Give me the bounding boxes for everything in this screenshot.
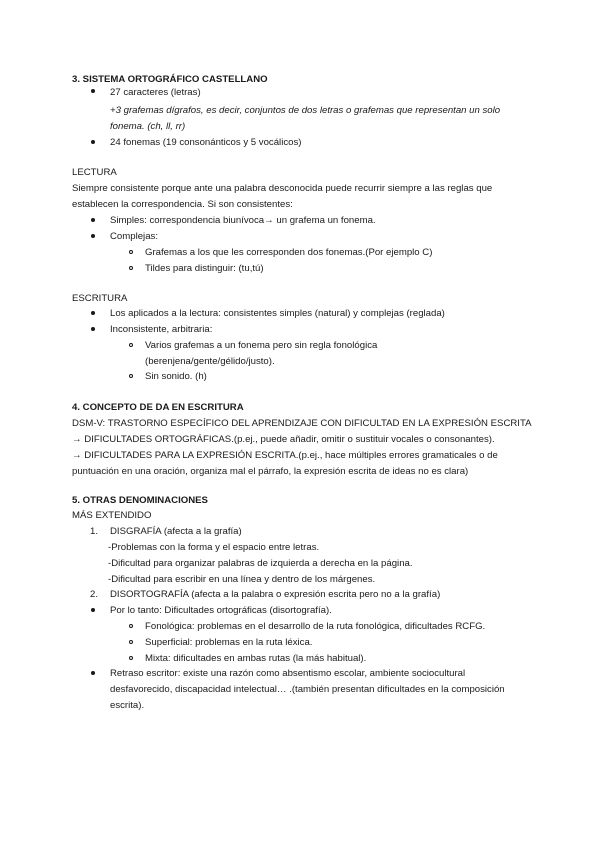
s3-item-1-note-line-1: +3 grafemas dígrafos, es decir, conjuntos de dos letras o grafemas que representan un solo <box>110 105 501 116</box>
s5-number-2: 2. <box>90 589 99 600</box>
circle-bullet-icon <box>129 266 133 270</box>
s5-subitem-mixta: Mixta: dificultades en ambas rutas (la más habitual). <box>145 653 367 664</box>
bullet-icon <box>91 671 95 675</box>
s5-disgrafia-line-a: -Problemas con la forma y el espacio entre letras. <box>108 542 320 553</box>
bullet-icon <box>91 89 95 93</box>
escritura-item-2: Inconsistente, arbitraria: <box>110 324 213 335</box>
circle-bullet-icon <box>129 250 133 254</box>
section-5-heading: 5. OTRAS DENOMINACIONES <box>72 495 208 506</box>
lectura-paragraph-line-2: establecen la correspondencia. Si son consistentes: <box>72 199 293 210</box>
s5-disgrafia-line-c: -Dificultad para escribir en una línea y dentro de los márgenes. <box>108 574 376 585</box>
bullet-icon <box>91 311 95 315</box>
bullet-icon <box>91 218 95 222</box>
s3-item-1: 27 caracteres (letras) <box>110 87 201 98</box>
lectura-title: LECTURA <box>72 167 117 178</box>
lectura-subitem-2: Tildes para distinguir: (tu,tú) <box>145 263 264 274</box>
section-4-heading: 4. CONCEPTO DE DA EN ESCRITURA <box>72 402 244 413</box>
circle-bullet-icon <box>129 374 133 378</box>
lectura-subitem-1: Grafemas a los que les corresponden dos fonemas.(Por ejemplo C) <box>145 247 433 258</box>
circle-bullet-icon <box>129 624 133 628</box>
s5-item-retraso-line-2: desfavorecido, discapacidad intelectual… .(también presentan dificultades en la composición <box>110 684 505 695</box>
circle-bullet-icon <box>129 343 133 347</box>
s4-line-4: puntuación en una oración, organiza mal el párrafo, la expresión escrita de ideas no es clara) <box>72 466 469 477</box>
escritura-subitem-2: Sin sonido. (h) <box>145 371 207 382</box>
section-3-heading: 3. SISTEMA ORTOGRÁFICO CASTELLANO <box>72 74 268 85</box>
lectura-item-simples: Simples: correspondencia biunívoca→ un grafema un fonema. <box>110 215 376 226</box>
s5-disgrafia-line-b: -Dificultad para organizar palabras de izquierda a derecha en la página. <box>108 558 413 569</box>
s5-item-disortografia: DISORTOGRAFÍA (afecta a la palabra o expresión escrita pero no a la grafía) <box>110 589 441 600</box>
s5-subitem-superficial: Superficial: problemas en la ruta léxica. <box>145 637 313 648</box>
s5-subheading: MÁS EXTENDIDO <box>72 510 152 521</box>
escritura-subitem-1-line-1: Varios grafemas a un fonema pero sin regla fonológica <box>145 340 378 351</box>
bullet-icon <box>91 608 95 612</box>
s5-item-retraso-line-3: escrita). <box>110 700 145 711</box>
s4-line-2: → DIFICULTADES ORTOGRÁFICAS.(p.ej., puede añadir, omitir o sustituir vocales o consonantes). <box>72 434 495 445</box>
s3-item-2: 24 fonemas (19 consonánticos y 5 vocálicos) <box>110 137 302 148</box>
circle-bullet-icon <box>129 656 133 660</box>
bullet-icon <box>91 234 95 238</box>
s5-item-retraso-line-1: Retraso escritor: existe una razón como absentismo escolar, ambiente sociocultural <box>110 668 466 679</box>
lectura-paragraph-line-1: Siempre consistente porque ante una palabra desconocida puede recurrir siempre a las reglas que <box>72 183 493 194</box>
escritura-title: ESCRITURA <box>72 293 128 304</box>
s4-line-1: DSM-V: TRASTORNO ESPECÍFICO DEL APRENDIZAJE CON DIFICULTAD EN LA EXPRESIÓN ESCRITA <box>72 418 532 429</box>
bullet-icon <box>91 140 95 144</box>
s5-item-por-lo-tanto: Por lo tanto: Dificultades ortográficas (disortografía). <box>110 605 332 616</box>
s5-item-disgrafia: DISGRAFÍA (afecta a la grafía) <box>110 526 242 537</box>
escritura-subitem-1-line-2: (berenjena/gente/gélido/justo). <box>145 356 275 367</box>
s3-item-1-note-line-2: fonema. (ch, ll, rr) <box>110 121 186 132</box>
lectura-item-complejas: Complejas: <box>110 231 158 242</box>
s5-number-1: 1. <box>90 526 99 537</box>
bullet-icon <box>91 327 95 331</box>
s4-line-3: → DIFICULTADES PARA LA EXPRESIÓN ESCRITA.(p.ej., hace múltiples errores gramaticales o de <box>72 450 498 461</box>
escritura-item-1: Los aplicados a la lectura: consistentes simples (natural) y complejas (reglada) <box>110 308 445 319</box>
circle-bullet-icon <box>129 640 133 644</box>
s5-subitem-fonologica: Fonológica: problemas en el desarrollo de la ruta fonológica, dificultades RCFG. <box>145 621 486 632</box>
